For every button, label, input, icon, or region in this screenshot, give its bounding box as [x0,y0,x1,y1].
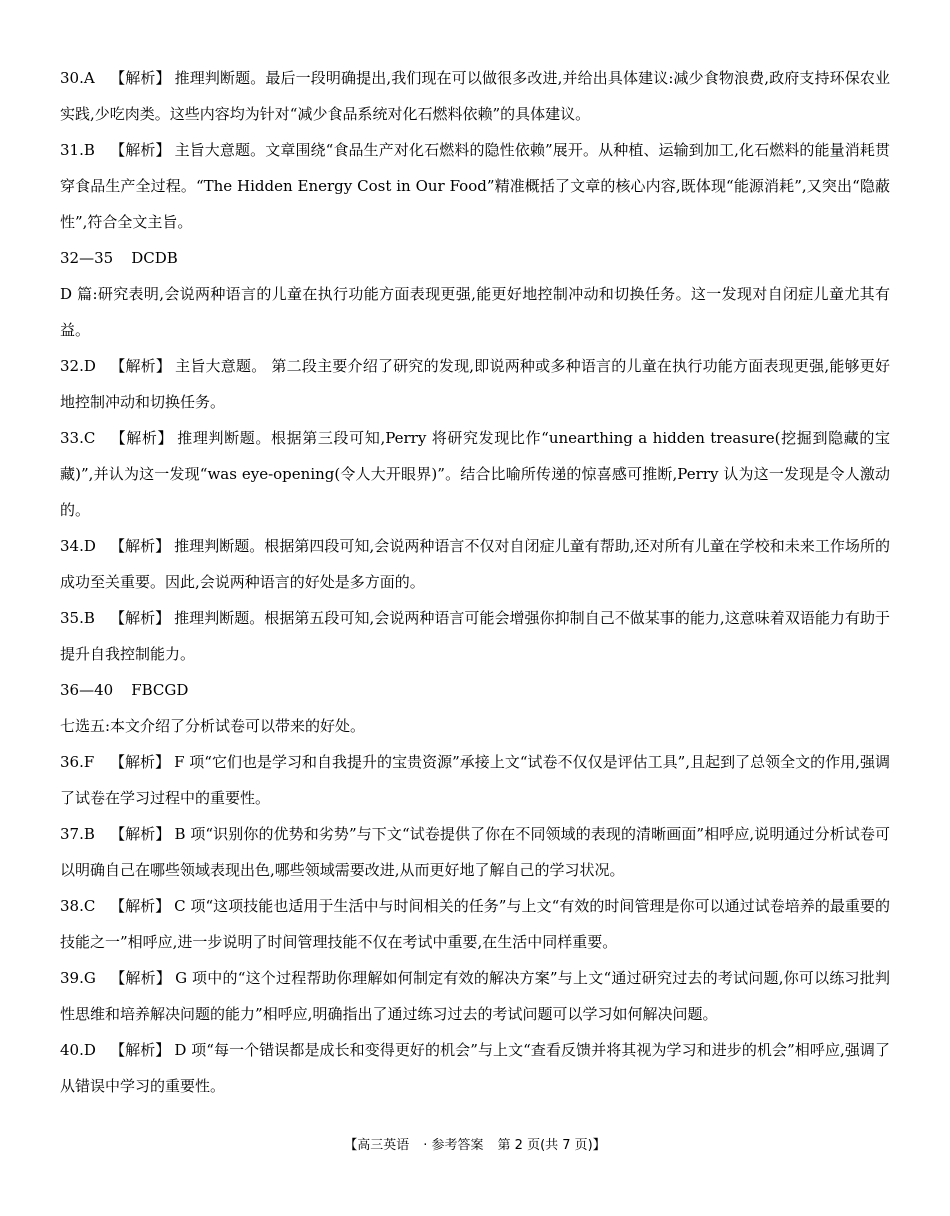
answer-item-39 [60,960,890,1032]
question-number: 37.B [60,825,95,843]
analysis-tag: 【解析】 [110,825,171,843]
question-number: 40.D [60,1041,96,1059]
analysis-text: 推理判断题。根据第三段可知,Perry 将研究发现比作“unearthing a hidden treasure(挖掘到隐藏的宝藏)”,并认为这一发现“was eye-opening(令人大开眼界)”。结合比喻所传递的惊喜感可推断,Perry 认为这一发现是令人激动的。 [60,429,890,519]
analysis-tag: 【解析】 [110,1041,171,1059]
answer-item-33 [60,420,890,528]
analysis-text: C 项“这项技能也适用于生活中与时间相关的任务”与上文“有效的时间管理是你可以通过试卷培养的最重要的技能之一”相呼应,进一步说明了时间管理技能不仅在考试中重要,在生活中同样重要。 [60,897,890,951]
passage-summary-d: D 篇:研究表明,会说两种语言的儿童在执行功能方面表现更强,能更好地控制冲动和切换任务。这一发现对自闭症儿童尤其有益。 [60,285,890,339]
question-number: 30.A [60,69,95,87]
page-footer [0,1134,950,1153]
analysis-tag: 【解析】 [110,753,171,771]
analysis-tag: 【解析】 [110,537,171,555]
analysis-text: 推理判断题。最后一段明确提出,我们现在可以做很多改进,并给出具体建议:减少食物浪费,政府支持环保农业实践,少吃肉类。这些内容均为针对“减少食品系统对化石燃料依赖”的具体建议。 [60,69,890,123]
question-range: 36—40 [60,681,114,699]
question-number: 32.D [60,357,96,375]
answer-key: DCDB [131,249,178,267]
answer-item-31 [60,132,890,240]
analysis-tag: 【解析】 [110,141,171,159]
passage-summary-seven-choose-five: 七选五:本文介绍了分析试卷可以带来的好处。 [60,717,366,735]
analysis-text: 推理判断题。根据第四段可知,会说两种语言不仅对自闭症儿童有帮助,还对所有儿童在学校和未来工作场所的成功至关重要。因此,会说两种语言的好处是多方面的。 [60,537,890,591]
analysis-tag: 【解析】 [110,897,171,915]
answer-range-32-35 [60,240,890,276]
question-number: 34.D [60,537,96,555]
question-number: 33.C [60,429,96,447]
question-number: 39.G [60,969,96,987]
analysis-text: B 项“识别你的优势和劣势”与下文“试卷提供了你在不同领域的表现的清晰画面”相呼应,说明通过分析试卷可以明确自己在哪些领域表现出色,哪些领域需要改进,从而更好地了解自己的学习状况。 [60,825,890,879]
answer-range-36-40 [60,672,890,708]
footer-doc-type: · 参考答案 [423,1138,484,1153]
analysis-tag: 【解析】 [110,69,171,87]
analysis-tag: 【解析】 [110,429,174,447]
footer-subject: 【高三英语 [344,1138,410,1153]
analysis-text: F 项“它们也是学习和自我提升的宝贵资源”承接上文“试卷不仅仅是评估工具”,且起到了总领全文的作用,强调了试卷在学习过程中的重要性。 [60,753,890,807]
question-range: 32—35 [60,249,114,267]
question-number: 31.B [60,141,95,159]
analysis-text: 推理判断题。根据第五段可知,会说两种语言可能会增强你抑制自己不做某事的能力,这意味着双语能力有助于提升自我控制能力。 [60,609,890,663]
footer-page-number: 第 2 页(共 7 页)】 [497,1138,606,1153]
analysis-text: G 项中的“这个过程帮助你理解如何制定有效的解决方案”与上文“通过研究过去的考试问题,你可以练习批判性思维和培养解决问题的能力”相呼应,明确指出了通过练习过去的考试问题可以学习如何解决问题。 [60,969,890,1023]
answer-item-30 [60,60,890,132]
question-number: 38.C [60,897,96,915]
analysis-text: 主旨大意题。 第二段主要介绍了研究的发现,即说两种或多种语言的儿童在执行功能方面表现更强,能够更好地控制冲动和切换任务。 [60,357,890,411]
analysis-tag: 【解析】 [110,969,172,987]
analysis-text: 主旨大意题。文章围绕“食品生产对化石燃料的隐性依赖”展开。从种植、运输到加工,化石燃料的能量消耗贯穿食品生产全过程。“The Hidden Energy Cost in Our Food”精准概括了文章的核心内容,既体现“能源消耗”,又突出“隐蔽性”,符合全文主旨。 [60,141,890,231]
answer-item-37 [60,816,890,888]
answer-content [60,60,890,1104]
answer-item-34 [60,528,890,600]
analysis-tag: 【解析】 [110,357,172,375]
answer-item-35 [60,600,890,672]
answer-item-40 [60,1032,890,1104]
analysis-tag: 【解析】 [110,609,171,627]
analysis-text: D 项“每一个错误都是成长和变得更好的机会”与上文“查看反馈并将其视为学习和进步的机会”相呼应,强调了从错误中学习的重要性。 [60,1041,890,1095]
question-number: 35.B [60,609,95,627]
answer-item-38 [60,888,890,960]
question-number: 36.F [60,753,95,771]
answer-item-32 [60,348,890,420]
answer-item-36 [60,744,890,816]
answer-key: FBCGD [131,681,189,699]
